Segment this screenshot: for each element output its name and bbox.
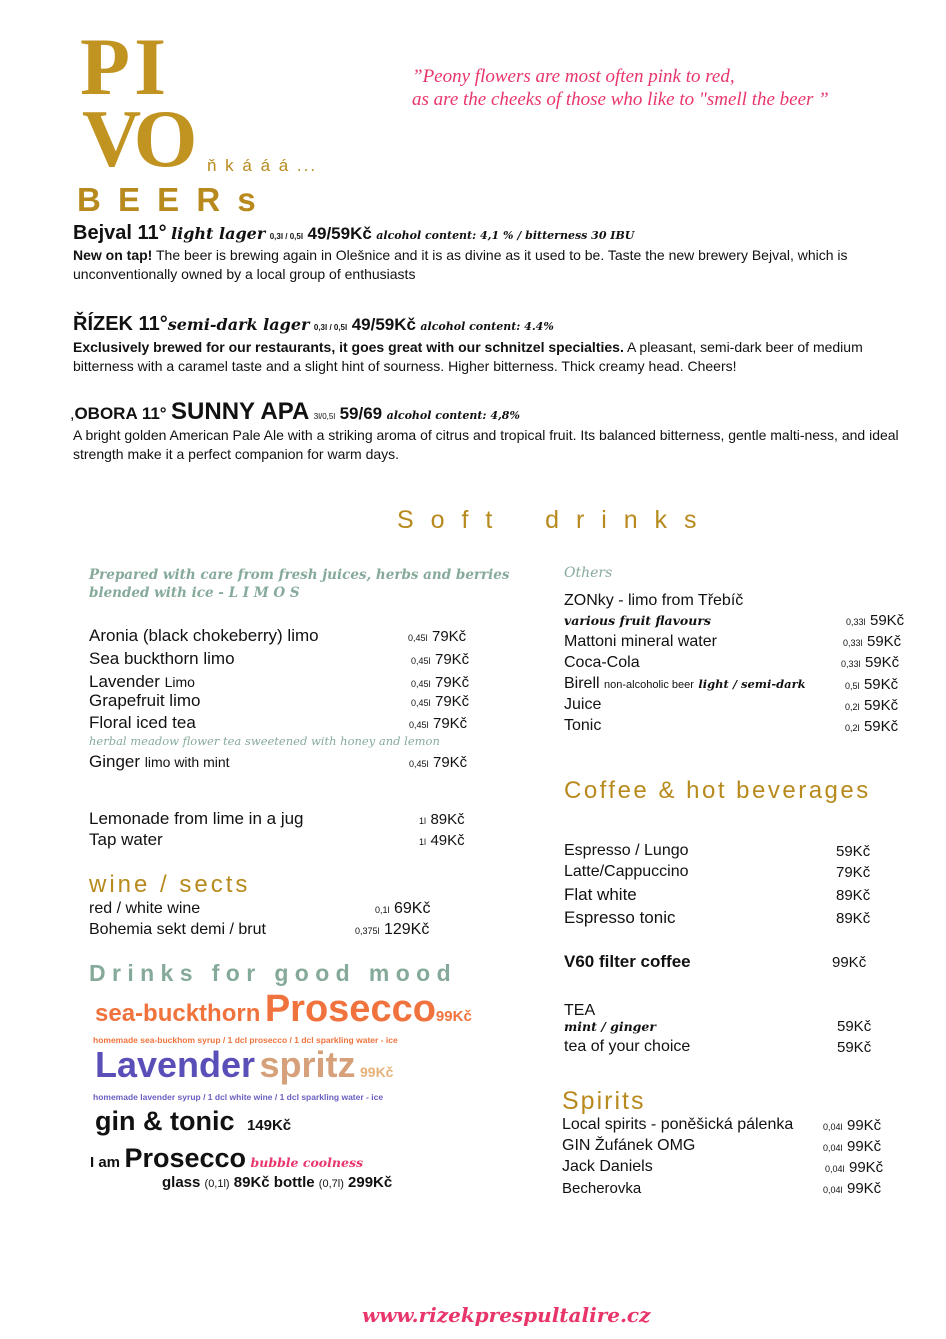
item-vol: 0,04l bbox=[823, 1143, 843, 1153]
item-price: 59Kč bbox=[869, 612, 905, 629]
item-price: 59Kč bbox=[866, 633, 902, 650]
spirit-local: Local spirits - poněšická pálenka bbox=[562, 1116, 794, 1133]
item-price: 99Kč bbox=[846, 1180, 882, 1197]
desc-bold: Exclusively brewed for our restaurants, it goes great with our schnitzel specialties. bbox=[73, 339, 624, 355]
tea-sub: mint / ginger bbox=[564, 1019, 656, 1034]
item-price: 79Kč bbox=[434, 651, 470, 668]
coffee-espresso-price: 59Kč bbox=[836, 843, 871, 860]
item-price: 79Kč bbox=[432, 715, 468, 732]
logo-tail: ň k á á á ... bbox=[207, 156, 318, 175]
limo-grapefruit-price bbox=[411, 693, 469, 711]
wine-bohemia-sekt: Bohemia sekt demi / brut bbox=[89, 921, 266, 938]
logo-vo: VO bbox=[82, 93, 192, 184]
spirit-gin: GIN Žufánek OMG bbox=[562, 1137, 696, 1154]
other-tonic-price bbox=[845, 718, 898, 736]
wine-bohemia-sekt-price bbox=[355, 921, 429, 939]
coffee-flat-white-price: 89Kč bbox=[836, 887, 871, 904]
beer-price: 49/59Kč bbox=[351, 315, 416, 334]
tag: bubble coolness bbox=[250, 1155, 364, 1170]
lavender-note: homemade lavender syrup / 1 dcl white wine / 1 dcl sparkling water - ice bbox=[93, 1092, 384, 1102]
other-mattoni-price bbox=[843, 633, 901, 651]
item-vol: 1l bbox=[419, 837, 427, 847]
gin-tonic bbox=[95, 1106, 291, 1137]
item-vol: 0,33l bbox=[846, 617, 866, 627]
item-vol: 0,375l bbox=[355, 926, 380, 936]
item-price: 99Kč bbox=[846, 1117, 882, 1134]
beer-rizek-header bbox=[73, 313, 554, 336]
beer-bejval-header bbox=[73, 222, 634, 245]
item-price: 59Kč bbox=[863, 697, 899, 714]
spirits-title: Spirits bbox=[562, 1087, 646, 1115]
glass-vol: (0,1l) bbox=[204, 1178, 230, 1190]
item-price: 89Kč bbox=[430, 811, 465, 828]
coffee-v60-price: 99Kč bbox=[832, 954, 867, 971]
item-vol: 0,5l bbox=[845, 681, 860, 691]
coffee-flat-white: Flat white bbox=[564, 885, 637, 904]
drink-price: 149Kč bbox=[246, 1117, 292, 1134]
tagline-line2: as are the cheeks of those who like to "smell the beer ” bbox=[412, 89, 829, 110]
glass-price: 89Kč bbox=[233, 1174, 270, 1191]
coffee-espresso-tonic: Espresso tonic bbox=[564, 908, 676, 927]
beer-volume: 0,3l / 0,5l bbox=[269, 232, 304, 241]
spirit-becherovka: Becherovka bbox=[562, 1180, 642, 1197]
tap-water-price bbox=[419, 832, 465, 850]
item-vol: 0,04l bbox=[823, 1122, 843, 1132]
desc-text: The beer is brewing again in Olešnice and it is as divine as it used to be. Taste the new brewery Bejval, which is unconventionally owned by a local group of enthusiasts bbox=[73, 247, 848, 282]
zonky-name: ZONky - limo from Třebíč bbox=[564, 592, 744, 609]
wine-title: wine / sects bbox=[89, 871, 251, 898]
beer-style: semi-dark lager bbox=[167, 315, 310, 334]
other-juice-price bbox=[845, 697, 898, 715]
item-name: Tap water bbox=[89, 830, 163, 849]
limo-lavender-price bbox=[411, 674, 469, 692]
coffee-latte-price: 79Kč bbox=[836, 864, 871, 881]
beer-prefix: , bbox=[70, 406, 75, 423]
floral-note: herbal meadow flower tea sweetened with honey and lemon bbox=[89, 734, 440, 748]
item-vol: 0,45l bbox=[411, 679, 431, 689]
item-name: Lavender bbox=[89, 672, 160, 691]
item-vol: 1l bbox=[419, 816, 427, 826]
desc-bold: New on tap! bbox=[73, 247, 153, 263]
zonky-sub: various fruit flavours bbox=[564, 613, 711, 628]
item-style: light / semi-dark bbox=[698, 677, 806, 691]
limo-seabuckthorn-price bbox=[411, 651, 469, 669]
beer-name: ŘÍZEK 11° bbox=[73, 313, 168, 335]
beer-alcohol: alcohol content: 4.4% bbox=[420, 320, 554, 333]
spirit-local-price bbox=[823, 1117, 881, 1135]
beer-style: light lager bbox=[171, 224, 266, 243]
i-am-prosecco bbox=[90, 1143, 363, 1174]
other-tonic: Tonic bbox=[564, 717, 602, 734]
limo-aronia bbox=[89, 626, 319, 646]
tea-title: TEA bbox=[564, 1002, 596, 1019]
other-birell-price bbox=[845, 676, 898, 694]
beer-name: OBORA 11° bbox=[74, 404, 167, 423]
item-vol: 0,04l bbox=[823, 1185, 843, 1195]
beer-volume: 3l/0,5l bbox=[313, 412, 336, 421]
limo-ginger bbox=[89, 752, 230, 772]
drink-price: 99Kč bbox=[435, 1008, 472, 1025]
item-price: 129Kč bbox=[383, 921, 430, 938]
coffee-espresso: Espresso / Lungo bbox=[564, 842, 689, 859]
seabuckthorn-prosecco bbox=[95, 988, 472, 1031]
item-name: Lemonade from lime in a jug bbox=[89, 809, 304, 828]
other-cocacola-price bbox=[841, 654, 899, 672]
item-price: 99Kč bbox=[848, 1159, 884, 1176]
item-name: Aronia (black chokeberry) limo bbox=[89, 626, 319, 645]
item-vol: 0,04l bbox=[825, 1164, 845, 1174]
item-price: 79Kč bbox=[431, 628, 467, 645]
lemonade-jug bbox=[89, 809, 304, 829]
item-vol: 0,45l bbox=[409, 759, 429, 769]
beer-rizek-desc bbox=[73, 338, 913, 376]
tea-choice-price: 59Kč bbox=[837, 1039, 872, 1056]
beer-alcohol: alcohol content: 4,8% bbox=[386, 409, 520, 422]
item-vol: 0,2l bbox=[845, 702, 860, 712]
item-vol: 0,2l bbox=[845, 723, 860, 733]
item-name: Grapefruit limo bbox=[89, 691, 201, 710]
item-vol: 0,33l bbox=[843, 638, 863, 648]
item-name: Ginger bbox=[89, 752, 141, 771]
wine-red-white: red / white wine bbox=[89, 900, 201, 917]
item-price: 99Kč bbox=[846, 1138, 882, 1155]
item-name: Sea buckthorn limo bbox=[89, 649, 235, 668]
beer-apa: SUNNY APA bbox=[171, 398, 310, 425]
limos-note: Prepared with care from fresh juices, herbs and berries blended with ice - L I M O S bbox=[89, 567, 510, 601]
other-birell bbox=[564, 675, 806, 693]
spirit-gin-price bbox=[823, 1138, 881, 1156]
beers-title: B E E R s bbox=[77, 181, 260, 218]
beer-obora-desc: A bright golden American Pale Ale with a striking aroma of citrus and tropical fruit. Its balanced bitterness, gentle malti-ness, and ideal strength make it a perfect companion for warm days. bbox=[73, 427, 899, 462]
item-price: 79Kč bbox=[432, 754, 468, 771]
item-price: 59Kč bbox=[863, 676, 899, 693]
bottle-label: bottle bbox=[273, 1174, 315, 1191]
seabuckthorn-note: homemade sea-buckhom syrup / 1 dcl prosecco / 1 dcl sparkling water - ice bbox=[93, 1035, 398, 1045]
coffee-title: Coffee & hot beverages bbox=[564, 777, 871, 804]
item-name: Floral iced tea bbox=[89, 713, 196, 732]
item-price: 59Kč bbox=[863, 718, 899, 735]
item-vol: 0,1l bbox=[375, 905, 390, 915]
item-price: 79Kč bbox=[434, 674, 470, 691]
logo-pi: PI bbox=[80, 21, 170, 112]
tagline-line1: ”Peony flowers are most often pink to red, bbox=[412, 66, 735, 87]
item-price: 79Kč bbox=[434, 693, 470, 710]
other-juice: Juice bbox=[564, 696, 602, 713]
prosecco-prices bbox=[162, 1174, 392, 1191]
lavender-spritz bbox=[95, 1044, 393, 1086]
limo-aronia-price bbox=[408, 628, 466, 646]
tea-choice: tea of your choice bbox=[564, 1038, 691, 1055]
limo-seabuckthorn bbox=[89, 649, 235, 669]
drink-name: gin & tonic bbox=[95, 1106, 235, 1136]
drink-name-a: Lavender bbox=[95, 1044, 256, 1085]
others-title: Others bbox=[564, 565, 613, 581]
limo-floral-tea-price bbox=[409, 715, 467, 733]
coffee-latte: Latte/Cappuccino bbox=[564, 863, 689, 880]
limo-ginger-price bbox=[409, 754, 467, 772]
beer-alcohol: alcohol content: 4,1 % / bitterness 30 IBU bbox=[376, 229, 635, 242]
limo-lavender bbox=[89, 672, 195, 692]
tap-water bbox=[89, 830, 163, 850]
limo-floral-tea bbox=[89, 713, 196, 733]
beer-bejval-desc bbox=[73, 246, 913, 284]
item-vol: 0,45l bbox=[408, 633, 428, 643]
limo-grapefruit bbox=[89, 691, 200, 711]
coffee-espresso-tonic-price: 89Kč bbox=[836, 910, 871, 927]
item-price: 59Kč bbox=[864, 654, 900, 671]
item-vol: 0,45l bbox=[411, 698, 431, 708]
item-vol: 0,33l bbox=[841, 659, 861, 669]
bottle-vol: (0,7l) bbox=[318, 1178, 344, 1190]
item-name: Birell bbox=[564, 675, 600, 692]
item-extra: Limo bbox=[164, 674, 195, 690]
item-extra: limo with mint bbox=[144, 754, 230, 770]
other-cocacola: Coca-Cola bbox=[564, 654, 640, 671]
wine-red-white-price bbox=[375, 900, 430, 918]
desc-text: A pleasant, semi-dark beer of medium bitterness with a caramel taste and a slight hint of sourness. Higher bitterness. Thick creamy head. Cheers! bbox=[73, 339, 863, 374]
item-price: 49Kč bbox=[430, 832, 465, 849]
soft-drinks-title: S o f t d r i n k s bbox=[397, 506, 702, 534]
item-price: 69Kč bbox=[393, 900, 431, 917]
zonky-price bbox=[846, 612, 904, 630]
drink-price: 99Kč bbox=[360, 1064, 394, 1080]
footer-url[interactable]: www.rizekprespultalire.cz bbox=[362, 1303, 651, 1327]
item-vol: 0,45l bbox=[411, 656, 431, 666]
spirit-jack-price bbox=[825, 1159, 883, 1177]
bottle-price: 299Kč bbox=[348, 1174, 393, 1191]
good-mood-title: D r i n k s f o r g o o d m o o d bbox=[89, 960, 451, 986]
drink-name: Prosecco bbox=[124, 1143, 247, 1173]
tea-sub-price: 59Kč bbox=[837, 1018, 872, 1035]
spirit-becherovka-price bbox=[823, 1180, 881, 1198]
prefix: I am bbox=[90, 1154, 121, 1171]
lemonade-jug-price bbox=[419, 811, 465, 829]
item-vol: 0,45l bbox=[409, 720, 429, 730]
beer-price: 49/59Kč bbox=[307, 224, 372, 243]
other-mattoni: Mattoni mineral water bbox=[564, 633, 717, 650]
spirit-jack: Jack Daniels bbox=[562, 1158, 653, 1175]
item-extra: non-alcoholic beer bbox=[604, 679, 694, 691]
beer-price: 59/69 bbox=[339, 404, 383, 423]
beer-name: Bejval 11° bbox=[73, 222, 167, 244]
glass-label: glass bbox=[162, 1174, 201, 1191]
beer-volume: 0,3l / 0,5l bbox=[313, 323, 348, 332]
beer-obora-header bbox=[70, 398, 520, 426]
drink-name-b: Prosecco bbox=[264, 988, 436, 1030]
coffee-v60: V60 filter coffee bbox=[564, 952, 691, 971]
drink-name-a: sea-buckthorn bbox=[95, 1000, 261, 1027]
drink-name-b: spritz bbox=[259, 1044, 356, 1085]
